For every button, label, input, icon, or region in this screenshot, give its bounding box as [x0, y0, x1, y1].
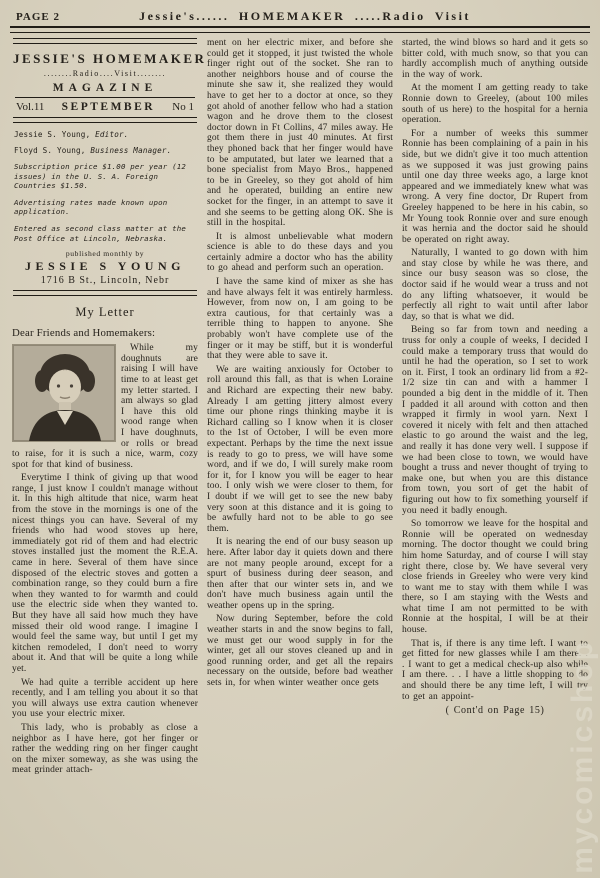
- masthead-mid-rule: [13, 117, 197, 123]
- letter-paragraph: For a number of weeks this summer Ronnie has been complaining of a pain in his side, but we didn't give it too much attention as we supposed it was just growing pains until one day three weeks ago, a large knot appeared and we immediately knew what was wrong. A very fine doctor, Dr Rupert from Greeley happened to be here in his cabin, so Mr Young took Ronnie over and sure enough it was hernia and the doctor said he should be operated on right away.: [402, 128, 588, 245]
- letter-paragraph: It is nearing the end of our busy season up here. After labor day it quiets down and there are not many people around, except for a spurt of business during deer season, and then after that our winter sets in, and we don't have much business again until the weather opens up in the spring.: [207, 537, 393, 611]
- page-header: [0, 0, 600, 24]
- column-left: [12, 38, 207, 779]
- letter-paragraph: [12, 343, 198, 470]
- manager-line: Floyd S. Young, Business Manager.: [14, 146, 172, 155]
- editor-line: Jessie S. Young, Editor.: [14, 130, 129, 139]
- column-right: [402, 38, 588, 779]
- issue-number: No 1: [172, 101, 194, 113]
- masthead-title: JESSIE'S HOMEMAKER: [13, 51, 207, 66]
- column-middle: [207, 38, 393, 779]
- letter-heading: My Letter: [75, 305, 135, 320]
- watermark-text: mycomicshop: [566, 639, 599, 874]
- letter-paragraph: At the moment I am getting ready to take Ronnie down to Greeley, (about 100 miles south of us here) to the hospital for a hernia operation.: [402, 83, 588, 126]
- masthead: [12, 38, 207, 296]
- letter-paragraph: ment on her electric mixer, and before she could get it stopped, it just twisted the whole finger right out of the socket. She ran to another neighbors house and of course the minute she saw it, she realized they would have to get her to a doctor at once, so they got ahold of another fellow who had a station wagon and he drove them to the closest doctor down in Ft Collins, 47 miles away. He got them there in just 40 minutes. At first they phoned back that her finger would have to be amputated, but later we learned that a bone specialist from Mayo Bros., happened to be in Greeley, so they got ahold of him and he operated, building an entire new socket for the finger, in an attempt to save it and she seems to be getting along OK. She is still in the hospital.: [207, 38, 393, 229]
- letter-paragraph: Naturally, I wanted to go down with him and stay close by while he was there, and since our busy season was so close, the doctor said if he would wear a truss and not do any lifting whatsoever, it would be perfectly all right to wait until after labor day, so that is what we did.: [402, 248, 588, 322]
- second-class-note: Entered as second class matter at the Post Office at Lincoln, Nebraska.: [14, 223, 187, 243]
- letter-paragraph: We had quite a terrible accident up here recently, and I am telling you about it so that you will always use extra caution whenever you use your electric mixer.: [12, 677, 198, 720]
- editor-portrait-photo: [13, 345, 115, 441]
- letter-salutation: Dear Friends and Homemakers:: [12, 327, 156, 340]
- page-number: PAGE 2: [16, 11, 60, 23]
- woman-portrait-illustration: [13, 345, 115, 441]
- letter-paragraph: Now during September, before the cold weather starts in and the snow begins to fall, we must get our wood supply in for the winter, get all our stoves cleaned up and in good running order, and get all the repairs necessary on the outside, before bad weather sets in, for when winter weather once gets: [207, 614, 393, 689]
- publisher-name: JESSIE S YOUNG: [25, 259, 185, 274]
- column-layout: [0, 33, 600, 779]
- published-by-label: published monthly by: [65, 249, 145, 259]
- masthead-magazine: MAGAZINE: [52, 82, 158, 94]
- letter-paragraph: I have the same kind of mixer as she has and have always felt it was entirely harmless. However, from now on, I am going to be extra cautious, for that certainly was a terrible thing to happen to anyone. She probably won't have complete use of the finger or it may be stiff, but it is wonderful that they were able to save it.: [207, 277, 393, 362]
- letter-paragraph: started, the wind blows so hard and it gets so bitter cold, with much snow, so that you can hardly accomplish much of anything outside in the way of work.: [402, 38, 588, 80]
- running-title: Jessie's...... HOMEMAKER .....Radio Visit: [139, 9, 471, 23]
- advertising-note: Advertising rates made known upon application.: [14, 197, 168, 217]
- masthead-top-rule: [13, 38, 197, 44]
- letter-paragraph-text: While my doughnuts are raising I will have time to at least get my letter started. I am always so glad I have this old wood range when I have doughnuts, or rolls or bread to raise, for it is such a nice, warm, cozy spot for that kind of business.: [12, 343, 198, 470]
- month-label: SEPTEMBER: [61, 101, 156, 113]
- masthead-bottom-rule: [13, 290, 197, 296]
- letter-paragraph: So tomorrow we leave for the hospital and Ronnie will be operated on wednesday morning. The doctor thought we could bring him home Saturday, and of course I will stay right there, close by. We have several very close friends in Greeley who were very kind to want me to stay with them while I was there, so I am staying with the Wests and what time I am not permitted to be with Ronnie at the hospital, I will be at their house.: [402, 519, 588, 636]
- continued-note: ( Cont'd on Page 15): [445, 705, 545, 717]
- letter-paragraph: This lady, who is probably as close a neighbor as I have here, got her finger or rather the wedding ring on her finger caught on the mixer someway, as she was using the meat grinder attach-: [12, 722, 198, 776]
- header-rule: [10, 26, 590, 33]
- volume-label: Vol.11: [16, 101, 45, 113]
- publisher-address: 1716 B St., Lincoln, Nebr: [40, 275, 170, 287]
- letter-paragraph: That is, if there is any time left. I want to get fitted for new glasses while I am there. . . I want to get a medical check-up also while I am there. . . I have a little shopping to do and should there be any time left, I will try to get an appoint-: [402, 638, 588, 702]
- masthead-issue-line: [13, 98, 197, 117]
- letter-paragraph: Everytime I think of giving up that wood range, I just know I couldn't manage without it. In this high altitude that nice, warm heat from the stove in the mornings is one of the nicest things you can have. Several of my friends who had wood stoves up here, immediately got rid of them and had electric stoves installed just the moment the R.E.A. came in here. Several of them have since disposed of the electric stoves and gotten a combination range, so they could burn a fire when they wanted to for warmth and could use the electric side when they wanted to. But they have all said how much they have missed their old wood range. I imagine I would feel the same way, but until I get my kitchen remodeled, I don't need to worry about it. And that will be quite a long while yet.: [12, 473, 198, 674]
- masthead-subtitle: ........Radio....Visit........: [43, 69, 167, 78]
- subscription-note: Subscription price $1.00 per year (12 issues) in the U. S. A. Foreign Countries $1.50.: [14, 162, 187, 191]
- letter-paragraph: Being so far from town and needing a truss for only a couple of weeks, I decided I could make a temporary truss that would do until he had the operation, so I set to work on it. First, I took an ordinary lid from a #2-1/2 size tin can and with a hammer I pounded a big dent in the middle of it. Then I padded it all around with cotton and then wrapped it firmly in wool yarn. Next I covered it nicely with felt and then attached elastic to go around the waist and the leg, and really it has done very well. I suppose if we had been close to town, we would have bought a truss and never thought of trying to make one, but when you are this distance from town, you sort of get the habit of figuring out how to fix something yourself if you need it badly enough.: [402, 325, 588, 516]
- letter-paragraph: It is almost unbelievable what modern science is able to do these days and you certainly admire a doctor who has the ability to go ahead and perform such an operation.: [207, 231, 393, 274]
- letter-paragraph: We are waiting anxiously for October to roll around this fall, as that is when Loraine and Richard are expecting their new baby. Already I am getting jittery almost every time our phone rings thinking maybe it is Richard calling so I know when it is closer to the 1st of October, I will be even more expectant. Perhaps by the time the next issue is ready to go to press, we will have some word, and if we do, I will surely make room for it, for I know you will be eager to hear too. I only wish we were closer to them, for I doubt if we will get to see the new baby very soon at this distance and it is going to be awfully hard not to be able to go see them.: [207, 364, 393, 534]
